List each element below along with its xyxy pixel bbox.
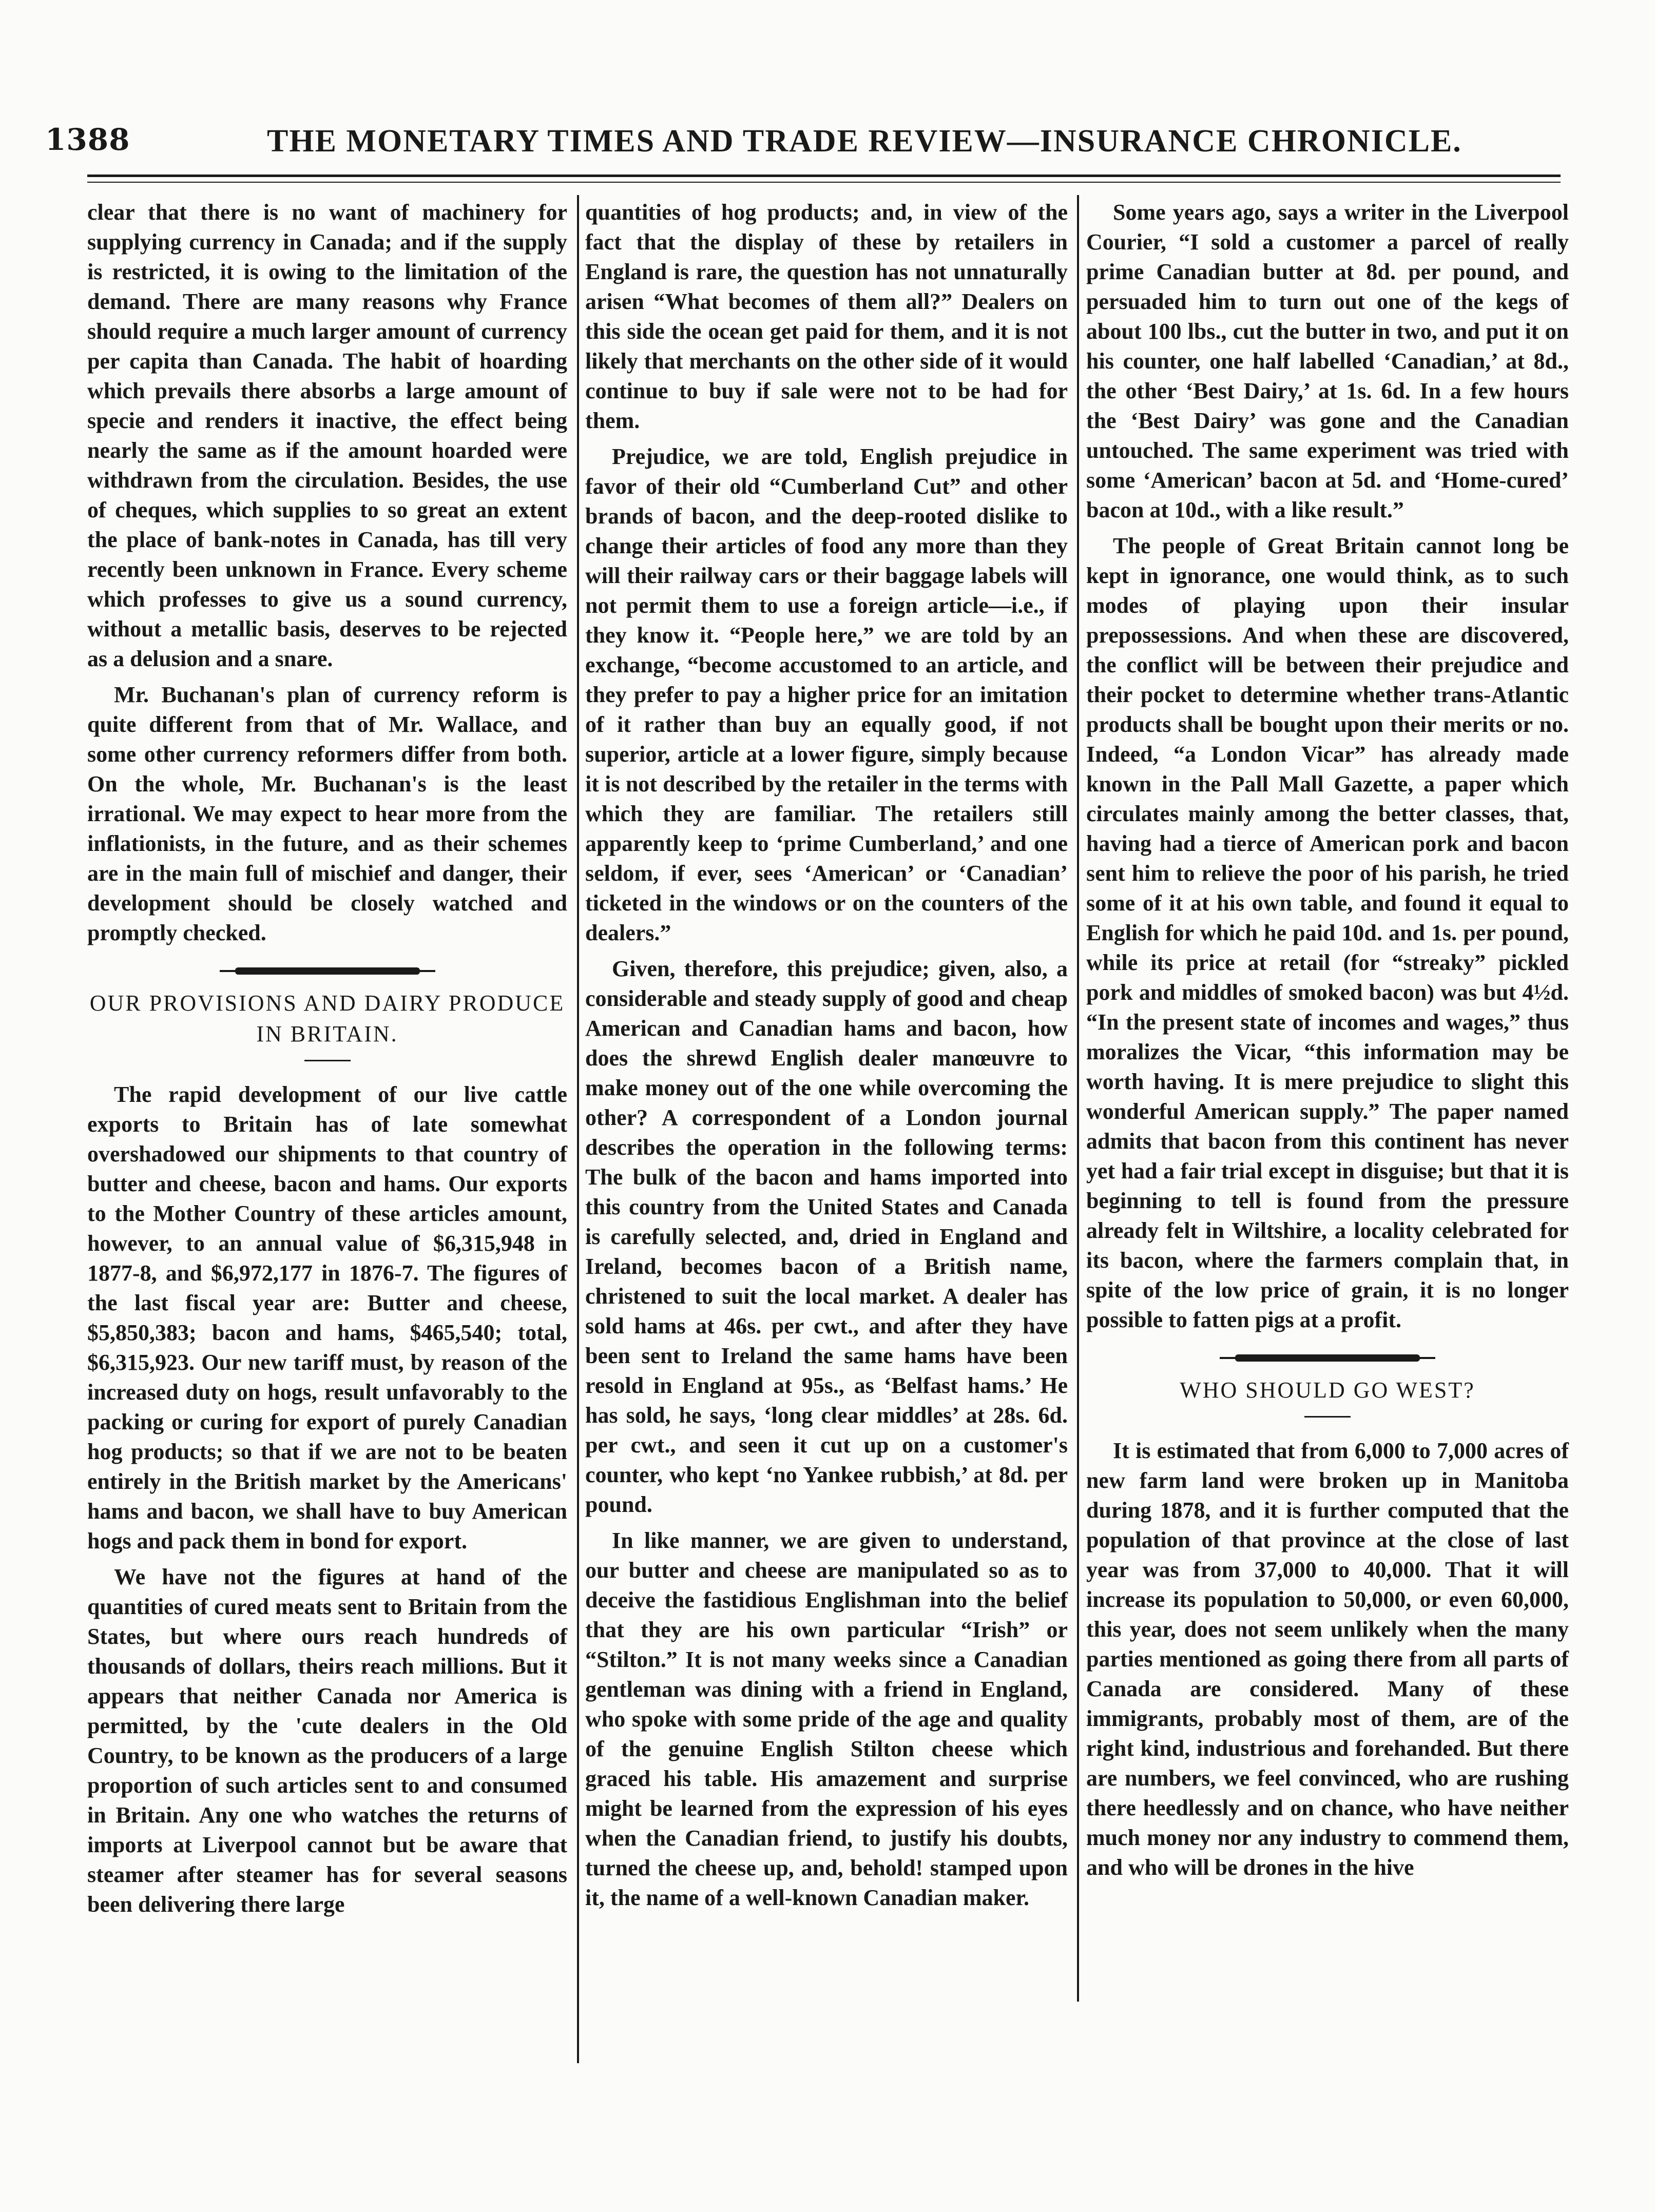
col3-paragraph-1: Some years ago, says a writer in the Liverpool Courier, “I sold a customer a parcel of really prime Canadian butter at 8d. per pound, and persuaded him to turn out one of the kegs of about 100 lbs., cut the butter in two, and put it on his counter, one half labelled ‘Canadian,’ at 8d., the other ‘Best Dairy,’ at 1s. 6d. In a few hours the ‘Best Dairy’ was gone and the Canadian untouched. The same experiment was tried with some ‘American’ bacon at 5d. and ‘Home-cured’ bacon at 10d., with a like result.” bbox=[1086, 200, 1569, 522]
running-head: THE MONETARY TIMES AND TRADE REVIEW—INSURANCE CHRONICLE. bbox=[267, 124, 1462, 159]
section-divider-ornament bbox=[220, 967, 435, 975]
column-2 bbox=[585, 198, 1068, 1913]
heading-short-rule bbox=[304, 1060, 351, 1061]
col2-paragraph-2: Prejudice, we are told, English prejudice in favor of their old “Cumberland Cut” and other brands of bacon, and the deep-rooted dislike to change their articles of food any more than they will their railway cars or their baggage labels will not permit them to use a foreign article—i.e., if they know it. “People here,” we are told by an exchange, “become accustomed to an article, and they prefer to pay a higher price for an imitation of it rather than buy an equally good, if not superior, article at a lower figure, simply because it is not described by the retailer in the terms with which they are familiar. The retailers still apparently keep to ‘prime Cumberland,’ and one seldom, if ever, sees ‘American’ or ‘Canadian’ ticketed in the windows or on the counters of the dealers.” bbox=[585, 444, 1068, 945]
article-heading-go-west: WHO SHOULD GO WEST? bbox=[1180, 1377, 1475, 1403]
col2-paragraph-1: quantities of hog products; and, in view of the fact that the display of these by retailers in England is rare, the question has not unnaturally arisen “What becomes of them all?” Dealers on this side the ocean get paid for them, and it is not likely that merchants on the other side of it would continue to buy if sale were not to be had for them. bbox=[585, 200, 1068, 433]
column-rule-right bbox=[1077, 195, 1079, 2002]
column-1 bbox=[87, 198, 567, 1919]
col2-paragraph-4: In like manner, we are given to understand, our butter and cheese are manipulated so as to deceive the fastidious Englishman into the belief that they are his own particular “Irish” or “Stilton.” It is not many weeks since a Canadian gentleman was dining with a friend in England, who spoke with some pride of the age and quality of the genuine English Stilton cheese which graced his table. His amazement and surprise might be learned from the expression of his eyes when the Canadian friend, to justify his doubts, turned the cheese up, and, behold! stamped upon it, the name of a well-known Canadian maker. bbox=[585, 1528, 1068, 1910]
col1-paragraph-4: We have not the figures at hand of the quantities of cured meats sent to Britain from the States, but where ours reach hundreds of thousands of dollars, theirs reach millions. But it appears that neither Canada nor America is permitted, by the 'cute dealers in the Old Country, to be known as the producers of a large proportion of such articles sent to and consumed in Britain. Any one who watches the returns of imports at Liverpool cannot but be aware that steamer after steamer has for several seasons been delivering there large bbox=[87, 1564, 567, 1917]
article-heading-provisions: OUR PROVISIONS AND DAIRY PRODUCE IN BRITAIN. bbox=[89, 991, 565, 1046]
col3-paragraph-2: The people of Great Britain cannot long be kept in ignorance, one would think, as to such modes of playing upon their insular prepossessions. And when these are discovered, the conflict will be between their prejudice and their pocket to determine whether trans-Atlantic products shall be bought upon their merits or no. Indeed, “a London Vicar” has already made known in the Pall Mall Gazette, a paper which circulates mainly among the better classes, that, having had a tierce of American pork and bacon sent him to relieve the poor of his parish, he tried some of it at his own table, and found it equal to English for which he paid 10d. and 1s. per pound, while its price at retail (for “streaky” pickled pork and middles of smoked bacon) was but 4½d. “In the present state of incomes and wages,” thus moralizes the Vicar, “this information may be worth having. It is mere prejudice to slight this wonderful American supply.” The paper named admits that bacon from this continent has never yet had a fair trial except in disguise; but that it is beginning to tell is found from the pressure already felt in Wiltshire, a locality celebrated for its bacon, where the farmers complain that, in spite of the low price of grain, it is no longer possible to fatten pigs at a profit. bbox=[1086, 533, 1569, 1332]
col3-paragraph-3: It is estimated that from 6,000 to 7,000 acres of new farm land were broken up in Manitoba during 1878, and it is further computed that the population of that province at the close of last year was from 37,000 to 40,000. That it will increase its population to 50,000, or even 60,000, this year, does not seem unlikely when the many parties mentioned as going there from all parts of Canada are considered. Many of these immigrants, probably most of them, are of the right kind, industrious and forehanded. But there are numbers, we feel convinced, who are rushing there heedlessly and on chance, who have neither much money nor any industry to commend them, and who will be drones in the hive bbox=[1086, 1438, 1569, 1880]
col1-paragraph-3: The rapid development of our live cattle exports to Britain has of late somewhat overshadowed our shipments to that country of butter and cheese, bacon and hams. Our exports to the Mother Country of these articles amount, however, to an annual value of $6,315,948 in 1877-8, and $6,972,177 in 1876-7. The figures of the last fiscal year are: Butter and cheese, $5,850,383; bacon and hams, $465,540; total, $6,315,923. Our new tariff must, by reason of the increased duty on hogs, result unfavorably to the packing or curing for export of purely Canadian hog products; so that if we are not to be beaten entirely in the British market by the Americans' hams and bacon, we shall have to buy American hogs and pack them in bond for export. bbox=[87, 1082, 567, 1554]
header-rule-thick bbox=[87, 174, 1561, 177]
page-number: 1388 bbox=[45, 122, 130, 157]
column-3 bbox=[1086, 198, 1569, 1883]
col1-paragraph-2: Mr. Buchanan's plan of currency reform is quite different from that of Mr. Wallace, and some other currency reformers differ from both. On the whole, Mr. Buchanan's is the least irrational. We may expect to hear more from the inflationists, in the future, and as their schemes are in the main full of mischief and danger, their development should be closely watched and promptly checked. bbox=[87, 682, 567, 945]
col1-paragraph-1: clear that there is no want of machinery for supplying currency in Canada; and if the supply is restricted, it is owing to the limitation of the demand. There are many reasons why France should require a much larger amount of currency per capita than Canada. The habit of hoarding which prevails there absorbs a large amount of specie and renders it inactive, the effect being nearly the same as if the amount hoarded were withdrawn from the circulation. Besides, the use of cheques, which supplies to so great an extent the place of bank-notes in Canada, has till very recently been unknown in France. Every scheme which professes to give us a sound currency, without a metallic basis, deserves to be rejected as a delusion and a snare. bbox=[87, 200, 567, 671]
col2-paragraph-3: Given, therefore, this prejudice; given, also, a considerable and steady supply of good and cheap American and Canadian hams and bacon, how does the shrewd English dealer manœuvre to make money out of the one while overcoming the other? A correspondent of a London journal describes the operation in the following terms: The bulk of the bacon and hams imported into this country from the United States and Canada is carefully selected, and, dried in England and Ireland, becomes bacon of a British name, christened to suit the local market. A dealer has sold hams at 46s. per cwt., and after they have been sent to Ireland the same hams have been resold in England at 95s., as ‘Belfast hams.’ He has sold, he says, ‘long clear middles’ at 28s. 6d. per cwt., and seen it cut up on a customer's counter, who kept ‘no Yankee rubbish,’ at 8d. per pound. bbox=[585, 956, 1068, 1517]
column-rule-left bbox=[577, 195, 579, 2063]
heading-short-rule-2 bbox=[1304, 1416, 1351, 1418]
header-rule-thin bbox=[87, 182, 1561, 183]
section-divider-ornament-2 bbox=[1220, 1354, 1435, 1362]
